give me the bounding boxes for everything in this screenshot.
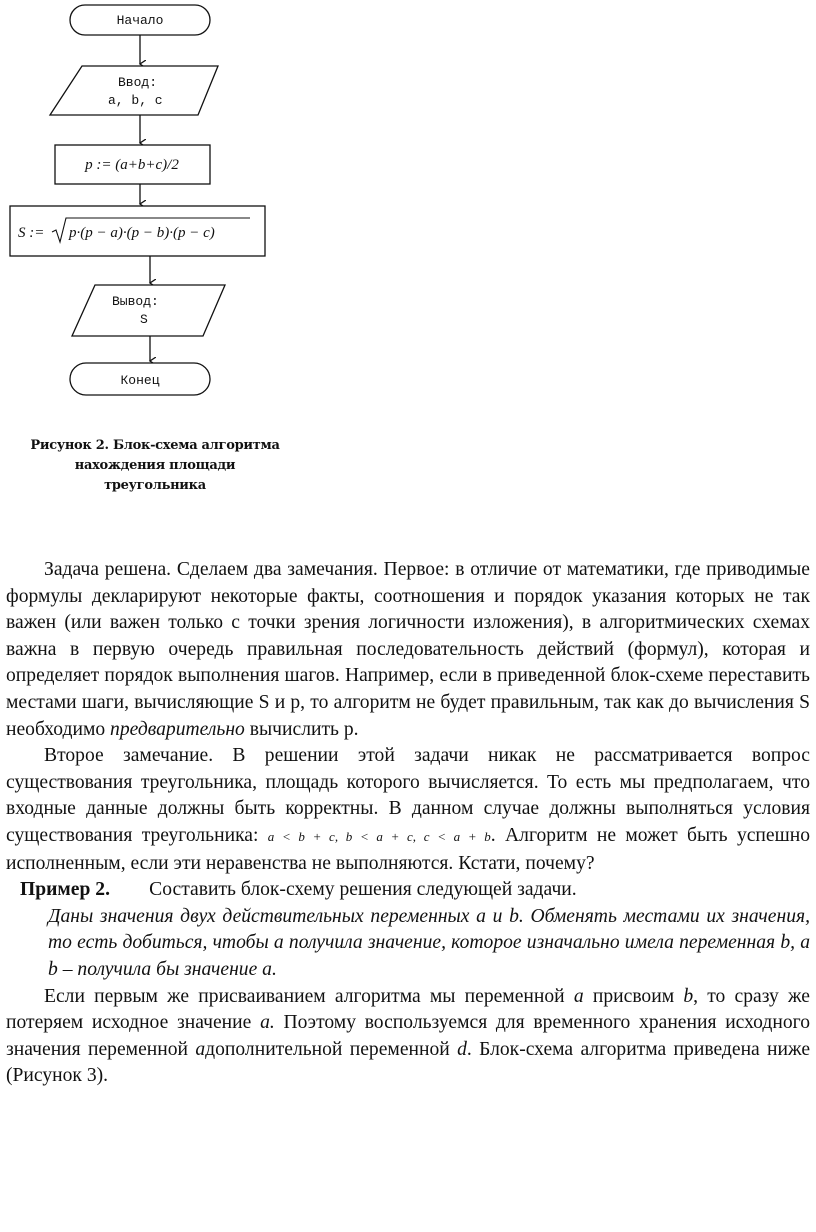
para3-v4: a xyxy=(195,1038,206,1060)
example-intro: Составить блок-схему решения следующей задачи. xyxy=(149,879,577,901)
para2-text: Второе замечание. В решении этой задачи никак не рассматривается вопрос существования треугольника, площадь которого вычисляется. То есть мы предполагаем, что входные данные должны быть корректны. В данном случае должны выполняться условия существования треугольника: xyxy=(6,745,810,846)
end-label: Конец xyxy=(120,373,160,388)
para3-v1: a xyxy=(573,985,584,1007)
input-vars: a, b, c xyxy=(108,93,163,108)
para3-t2: присвоим xyxy=(583,985,684,1007)
paragraph-remark-1 xyxy=(6,557,810,743)
caption-line-2: нахождения площади xyxy=(74,458,236,473)
para1-emphasis: предварительно xyxy=(110,718,245,740)
body-text xyxy=(6,557,810,1090)
assign-p-formula: p := (a+b+c)/2 xyxy=(85,157,179,173)
para3-t1: Если первым же присваиванием алгоритма мы переменной xyxy=(44,985,574,1007)
assign-s-lhs: S := xyxy=(18,225,45,241)
caption-line-1: Рисунок 2. Блок-схема алгоритма xyxy=(30,438,280,453)
assign-s-rhs: p·(p − a)·(p − b)·(p − c) xyxy=(69,225,215,241)
para1-text: Задача решена. Сделаем два замечания. Первое: в отличие от математики, где приводимые формулы декларируют некоторые факты, соотношения и порядок указания которых не так важен (или важен только с точки зрения логичности изложения), в алгоритмических схемах важна в первую очередь правильная последовательность действий (формул), которая и определяет порядок выполнения шагов. Например, если в приведенной блок-схеме переставить местами шаги, вычисляющие S и р, то алгоритм не будет правильным, так как до вычисления S необходимо xyxy=(6,559,810,740)
para2-tail: . Алгоритм не может быть успешно исполненным, если эти неравенства не выполняются. Кстати, почему? xyxy=(6,824,810,874)
output-block xyxy=(72,285,225,336)
paragraph-remark-2 xyxy=(6,743,810,877)
input-title: Ввод: xyxy=(118,75,158,90)
para3-t6: . Блок-схема алгоритма приведена ниже (Рисунок 3). xyxy=(6,1038,811,1087)
example-label: Пример 2. xyxy=(20,879,110,901)
example-head xyxy=(6,877,810,904)
example-block xyxy=(6,877,810,983)
output-var: S xyxy=(140,312,148,327)
flowchart xyxy=(0,0,300,420)
output-title: Вывод: xyxy=(112,294,159,309)
paragraph-swap xyxy=(6,984,810,1090)
triangle-inequality: a < b + c, b < a + c, c < a + b xyxy=(267,828,491,844)
start-label: Начало xyxy=(116,13,164,28)
para3-t3: , то сразу же потеряем исходное значение xyxy=(6,985,810,1034)
example-task: Даны значения двух действительных переменных a и b. Обменять местами их значения, то есть добиться, чтобы a получила значение, которое изначально имела переменная b, а b – получила бы значение a. xyxy=(48,905,810,980)
para3-v2: b xyxy=(683,985,694,1007)
para3-v3: a. xyxy=(260,1012,275,1034)
caption-line-3: треугольника xyxy=(104,478,206,493)
figure-caption xyxy=(20,436,290,496)
para1-tail: вычислить р. xyxy=(244,718,359,740)
para3-v5: d xyxy=(457,1038,467,1060)
para3-t5: дополнительной переменной xyxy=(205,1038,458,1060)
para3-t4: Поэтому воспользуемся для временного хранения исходного значения переменной xyxy=(6,1012,810,1060)
